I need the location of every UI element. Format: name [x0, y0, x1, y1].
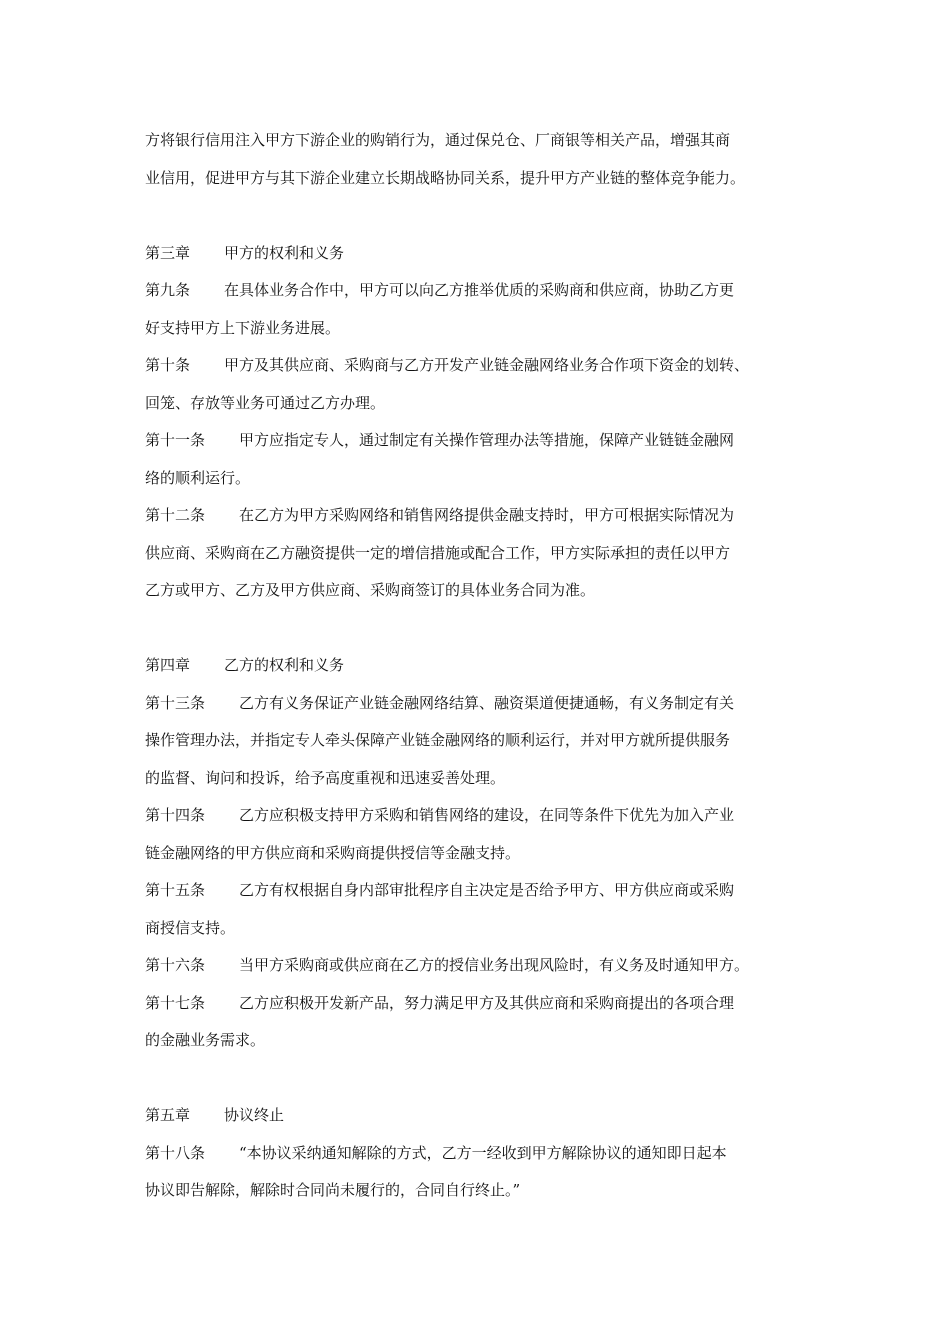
article-text: 乙方应积极开发新产品，努力满足甲方及其供应商和采购商提出的各项合理	[239, 993, 735, 1012]
article-text: 在乙方为甲方采购网络和销售网络提供金融支持时，甲方可根据实际情况为	[239, 506, 735, 524]
intro-line: 业信用，促进甲方与其下游企业建立长期战略协同关系，提升甲方产业链的整体竞争能力。	[145, 168, 746, 187]
article-text: 乙方有权根据自身内部审批程序自主决定是否给予甲方、甲方供应商或采购	[239, 881, 735, 899]
paragraph-gap	[145, 610, 817, 648]
paragraph-gap	[145, 197, 817, 235]
article-label: 第十三条	[145, 693, 206, 712]
article-14	[145, 797, 817, 835]
article-label: 第九条	[145, 281, 191, 299]
article-10	[145, 347, 817, 385]
article-label: 第十七条	[145, 993, 206, 1012]
article-text: “本协议采纳通知解除的方式，乙方一经收到甲方解除协议的通知即日起本	[239, 1143, 727, 1162]
chapter-title: 乙方的权利和义务	[224, 656, 345, 674]
document-page	[145, 122, 817, 1210]
article-13	[145, 685, 817, 723]
article-label: 第十八条	[145, 1143, 206, 1162]
chapter-title: 甲方的权利和义务	[224, 243, 345, 262]
article-12	[145, 497, 817, 535]
chapter-label: 第四章	[145, 656, 191, 674]
article-label: 第十条	[145, 356, 191, 374]
chapter-3-heading	[145, 235, 817, 273]
article-label: 第十五条	[145, 881, 206, 899]
article-text: 乙方有义务保证产业链金融网络结算、融资渠道便捷通畅，有义务制定有关	[239, 693, 735, 712]
chapter-4-heading	[145, 647, 817, 685]
article-13-continued: 的监督、询问和投诉，给予高度重视和迅速妥善处理。	[145, 768, 506, 787]
article-11	[145, 422, 817, 460]
chapter-5-heading	[145, 1097, 817, 1135]
article-16	[145, 947, 817, 985]
article-text: 在具体业务合作中，甲方可以向乙方推举优质的采购商和供应商，协助乙方更	[224, 281, 735, 299]
chapter-label: 第三章	[145, 243, 191, 262]
article-15	[145, 872, 817, 910]
article-text: 当甲方采购商或供应商在乙方的授信业务出现风险时，有义务及时通知甲方。	[239, 956, 750, 974]
article-13-continued: 操作管理办法，并指定专人牵头保障产业链金融网络的顺利运行，并对甲方就所提供服务	[145, 731, 731, 749]
article-10-continued: 回笼、存放等业务可通过乙方办理。	[145, 393, 386, 412]
article-15-continued: 商授信支持。	[145, 918, 236, 937]
article-12-continued: 乙方或甲方、乙方及甲方供应商、采购商签订的具体业务合同为准。	[145, 581, 596, 599]
article-14-continued: 链金融网络的甲方供应商和采购商提供授信等金融支持。	[145, 843, 521, 862]
article-17	[145, 985, 817, 1023]
chapter-title: 协议终止	[224, 1106, 285, 1124]
article-label: 第十六条	[145, 956, 206, 974]
article-11-continued: 络的顺利运行。	[145, 468, 251, 487]
article-9	[145, 272, 817, 310]
chapter-label: 第五章	[145, 1106, 191, 1124]
article-label: 第十二条	[145, 506, 206, 524]
intro-line: 方将银行信用注入甲方下游企业的购销行为，通过保兑仓、厂商银等相关产品，增强其商	[145, 131, 731, 149]
article-text: 乙方应积极支持甲方采购和销售网络的建设，在同等条件下优先为加入产业	[239, 806, 735, 824]
article-18	[145, 1135, 817, 1173]
article-9-continued: 好支持甲方上下游业务进展。	[145, 318, 341, 337]
article-12-continued: 供应商、采购商在乙方融资提供一定的增信措施或配合工作，甲方实际承担的责任以甲方	[145, 543, 731, 562]
article-text: 甲方应指定专人，通过制定有关操作管理办法等措施，保障产业链链金融网	[239, 431, 735, 449]
article-label: 第十四条	[145, 806, 206, 824]
article-text: 甲方及其供应商、采购商与乙方开发产业链金融网络业务合作项下资金的划转、	[224, 356, 750, 374]
article-label: 第十一条	[145, 431, 206, 449]
article-17-continued: 的金融业务需求。	[145, 1031, 266, 1049]
paragraph-gap	[145, 1060, 817, 1098]
article-18-continued: 协议即告解除，解除时合同尚未履行的，合同自行终止。”	[145, 1181, 521, 1199]
